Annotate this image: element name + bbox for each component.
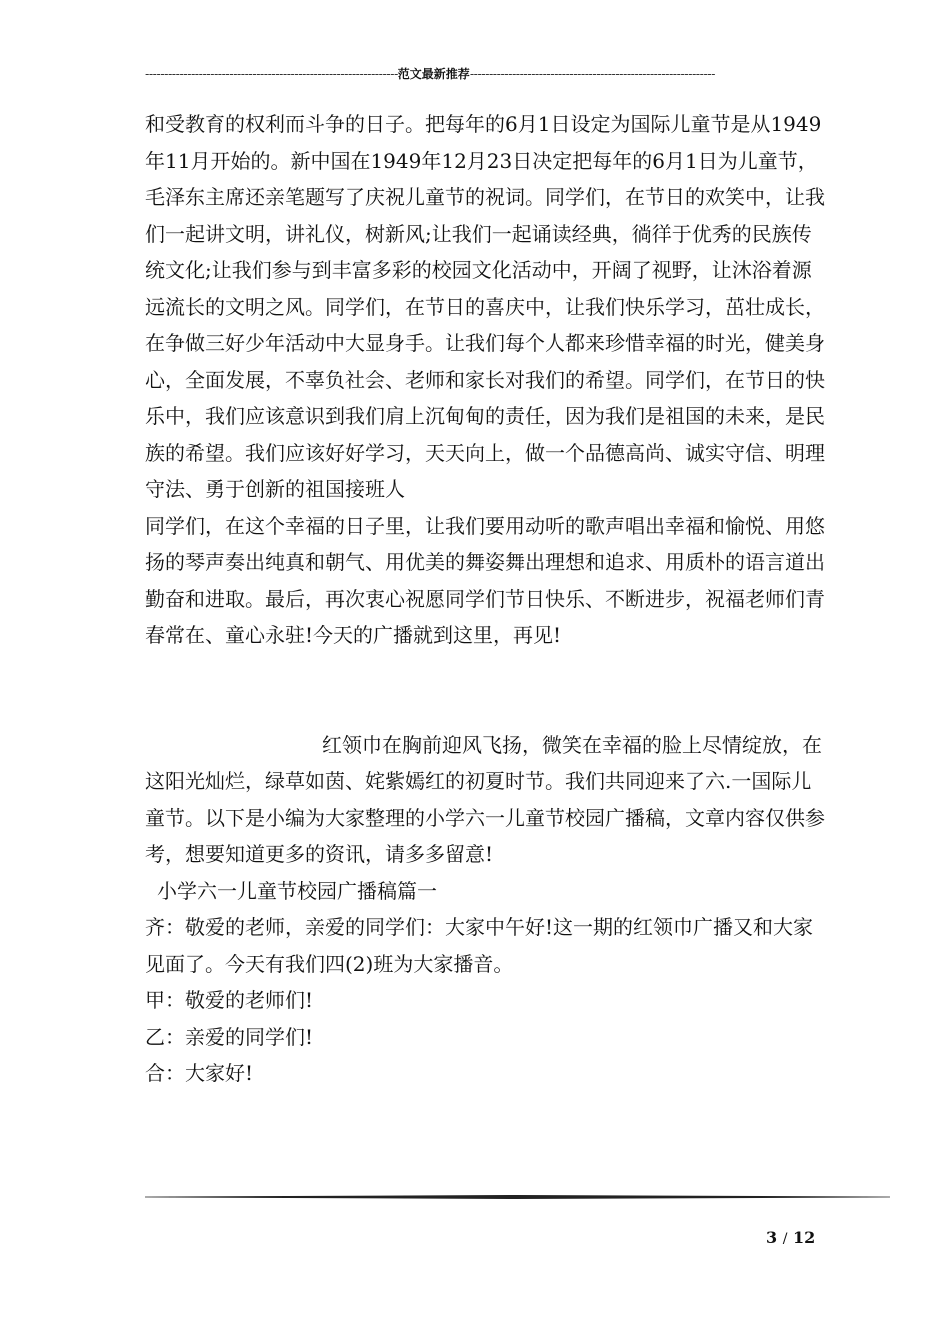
page-number [766,1228,815,1247]
line-he: 合：大家好! [145,1061,254,1085]
header-dashes-left: ------------------------------------------------------------------ [145,67,398,81]
page-header [145,66,790,82]
header-dashes-right: ---------------------------------------------------------------- [469,67,715,81]
current-page: 3 [766,1228,778,1247]
total-pages: 12 [793,1228,816,1247]
paragraph-1: 和受教育的权利而斗争的日子。把每年的6月1日设定为国际儿童节是从1949年11月开始的。新中国在1949年12月23日决定把每年的6月1日为儿童节，毛泽东主席还亲笔题写了庆祝儿童节的祝词。同学们，在节日的欢笑中，让我们一起讲文明，讲礼仪，树新风;让我们一起诵读经典，徜徉于优秀的民族传统文化;让我们参与到丰富多彩的校园文化活动中，开阔了视野，让沐浴着源远流长的文明之风。同学们，在节日的喜庆中，让我们快乐学习，茁壮成长，在争做三好少年活动中大显身手。让我们每个人都来珍惜幸福的时光，健美身心，全面发展，不辜负社会、老师和家长对我们的希望。同学们，在节日的快乐中，我们应该意识到我们肩上沉甸甸的责任，因为我们是祖国的未来，是民族的希望。我们应该好好学习，天天向上，做一个品德高尚、诚实守信、明理守法、勇于创新的祖国接班人 [145,112,825,501]
footer-divider [145,1195,890,1199]
line-jia: 甲：敬爱的老师们! [145,988,314,1012]
header-title: 范文最新推荐 [397,67,470,81]
line-qi: 齐：敬爱的老师，亲爱的同学们：大家中午好!这一期的红领巾广播又和大家见面了。今天有我们四(2)班为大家播音。 [145,915,814,976]
page-separator: / [782,1231,788,1247]
paragraph-3: 红领巾在胸前迎风飞扬，微笑在幸福的脸上尽情绽放，在这阳光灿烂，绿草如茵、姹紫嫣红的初夏时节。我们共同迎来了六.一国际儿童节。以下是小编为大家整理的小学六一儿童节校园广播稿，文章内容仅供参考，想要知道更多的资讯，请多多留意! [145,732,825,866]
document-body [145,106,825,1092]
line-yi: 乙：亲爱的同学们! [145,1024,314,1049]
paragraph-2: 同学们，在这个幸福的日子里，让我们要用动听的歌声唱出幸福和愉悦、用悠扬的琴声奏出纯真和朝气、用优美的舞姿舞出理想和追求、用质朴的语言道出勤奋和进取。最后，再次衷心祝愿同学们节日快乐、不断进步，祝福老师们青春常在、童心永驻!今天的广播就到这里，再见! [145,513,825,647]
blank-space [145,654,825,727]
section-title: 小学六一儿童节校园广播稿篇一 [157,878,437,903]
